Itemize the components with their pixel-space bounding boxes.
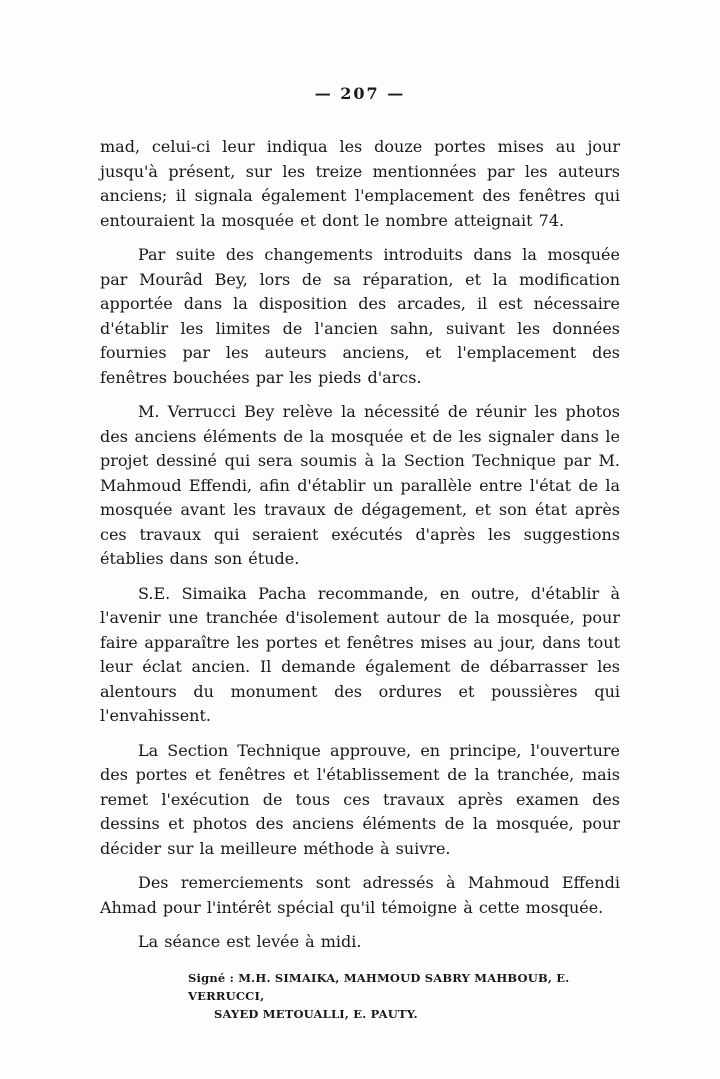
paragraph: Des remerciements sont adressés à Mahmoud Effendi Ahmad pour l'intérêt spécial qu'il témoigne à cette mosquée.: [100, 873, 620, 917]
paragraph: Par suite des changements introduits dans la mosquée par Mourâd Bey, lors de sa réparation, et la modification apportée dans la disposition des arcades, il est nécessaire d'établir les limites de l'ancien sahn, suivant les données fournies par les auteurs anciens, et l'emplacement des fenêtres bouchées par les pieds d'arcs.: [100, 245, 620, 387]
paragraph: S.E. Simaika Pacha recommande, en outre, d'établir à l'avenir une tranchée d'isolement autour de la mosquée, pour faire apparaître les portes et fenêtres mises au jour, dans tout leur éclat ancien. Il demande également de débarrasser les alentours du monument des ordures et poussières qui l'envahissent.: [100, 583, 620, 725]
paragraph: La Section Technique approuve, en principe, l'ouverture des portes et fenêtres et l'établissement de la tranchée, mais remet l'exécution de tous ces travaux après examen des dessins et photos des anciens éléments de la mosquée, pour décider sur la meilleure méthode à suivre.: [100, 740, 620, 858]
signature-line: Signé : M.H. SIMAIKA, MAHMOUD SABRY MAHBOUB, E. VERRUCCI,: [188, 970, 570, 1003]
paragraph: M. Verrucci Bey relève la nécessité de réunir les photos des anciens éléments de la mosquée et de les signaler dans le projet dessiné qui sera soumis à la Section Technique par M. Mahmoud Effendi, afin d'établir un parallèle entre l'état de la mosquée avant les travaux de dégagement, et son état après ces travaux qui seraient exécutés d'après les suggestions établies dans son étude.: [100, 402, 620, 568]
body-text: [100, 135, 620, 955]
signature-block: [100, 969, 620, 1023]
signature-line: SAYED METOUALLI, E. PAUTY.: [214, 1006, 418, 1021]
paragraph-continued-from-previous-page: mad, celui-ci leur indiqua les douze portes mises au jour jusqu'à présent, sur les treize mentionnées par les auteurs anciens; il signala également l'emplacement des fenêtres qui entouraient la mosquée et dont le nombre atteignait 74.: [100, 137, 620, 230]
page-number: — 207 —: [314, 84, 406, 103]
paragraph-closing: La séance est levée à midi.: [138, 932, 362, 951]
